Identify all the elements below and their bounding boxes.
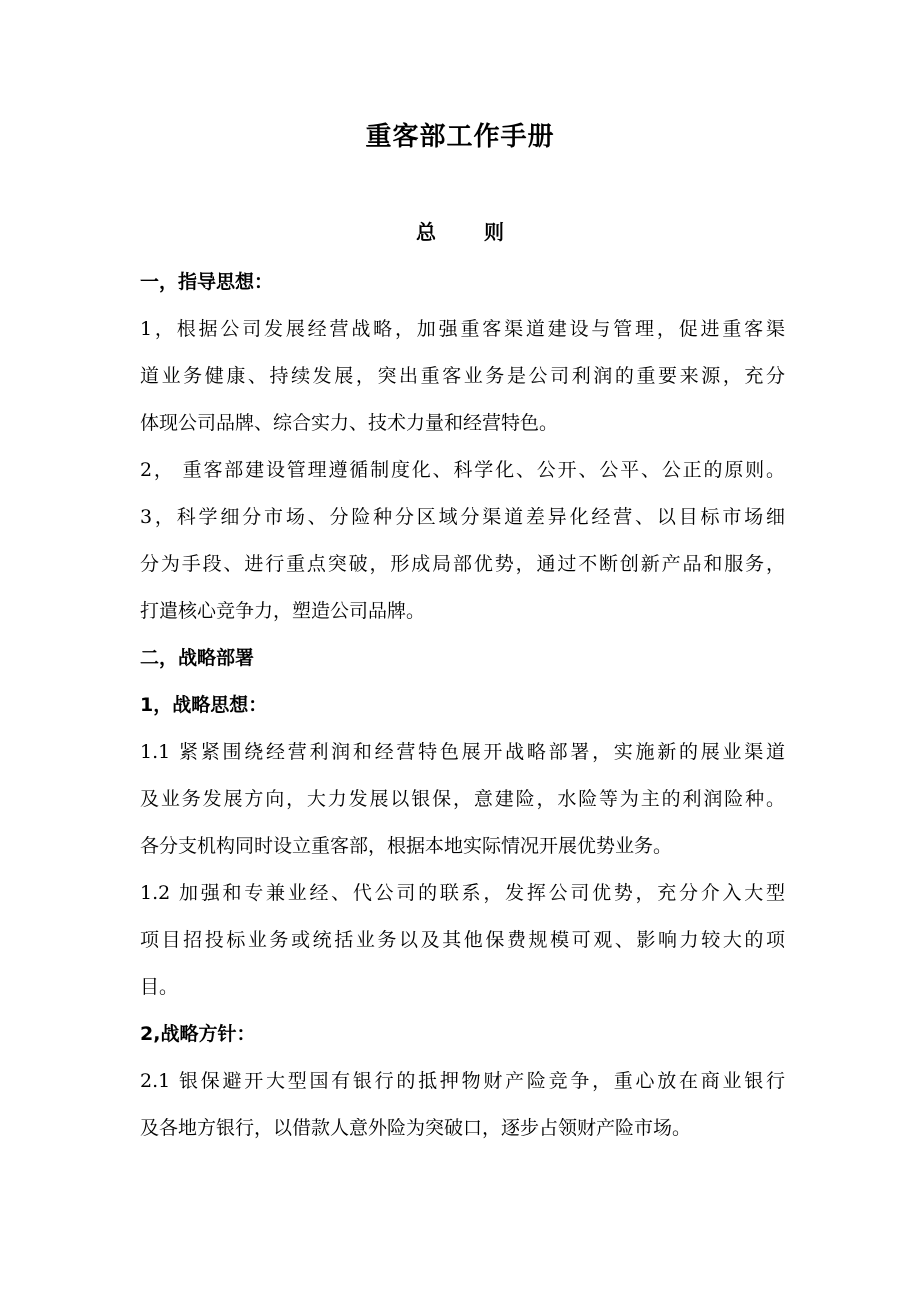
paragraph-line: 项目招投标业务或统括业务以及其他保费规模可观、影响力较大的项 [140,929,785,951]
paragraph-line: 目。 [140,976,179,998]
paragraph-line: 分为手段、进行重点突破，形成局部优势，通过不断创新产品和服务， [140,553,785,575]
paragraph-line: 1.2 加强和专兼业经、代公司的联系，发挥公司优势，充分介入大型 [140,882,785,904]
document-body [140,263,785,1156]
paragraph-line: 1.1 紧紧围绕经营利润和经营特色展开战略部署，实施新的展业渠道 [140,741,785,763]
section-title-char-2: 则 [484,220,504,244]
section-title [0,216,920,248]
section-heading: 二，战略部署 [140,647,255,669]
paragraph-line: 各分支机构同时设立重客部，根据本地实际情况开展优势业务。 [140,835,673,857]
paragraph-line: 及各地方银行，以借款人意外险为突破口，逐步占领财产险市场。 [140,1117,692,1139]
paragraph-line: 打遣核心竞争力，塑造公司品牌。 [140,600,426,622]
paragraph-line: 体现公司品牌、综合实力、技术力量和经营特色。 [140,412,559,434]
paragraph-line: 3，科学细分市场、分险种分区域分渠道差异化经营、以目标市场细 [140,506,785,528]
paragraph-line: 道业务健康、持续发展，突出重客业务是公司利润的重要来源，充分 [140,365,785,387]
section-title-char-1: 总 [416,220,436,244]
section-heading: 2,战略方针： [140,1023,256,1045]
paragraph-line: 1，根据公司发展经营战略，加强重客渠道建设与管理，促进重客渠 [140,318,785,340]
section-heading: 一，指导思想： [140,271,274,293]
paragraph-line: 2.1 银保避开大型国有银行的抵押物财产险竞争，重心放在商业银行 [140,1070,785,1092]
paragraph-line: 2， 重客部建设管理遵循制度化、科学化、公开、公平、公正的原则。 [140,459,785,481]
paragraph-line: 及业务发展方向，大力发展以银保，意建险，水险等为主的利润险种。 [140,788,785,810]
section-heading: 1，战略思想： [140,694,268,716]
document-title: 重客部工作手册 [365,122,555,152]
